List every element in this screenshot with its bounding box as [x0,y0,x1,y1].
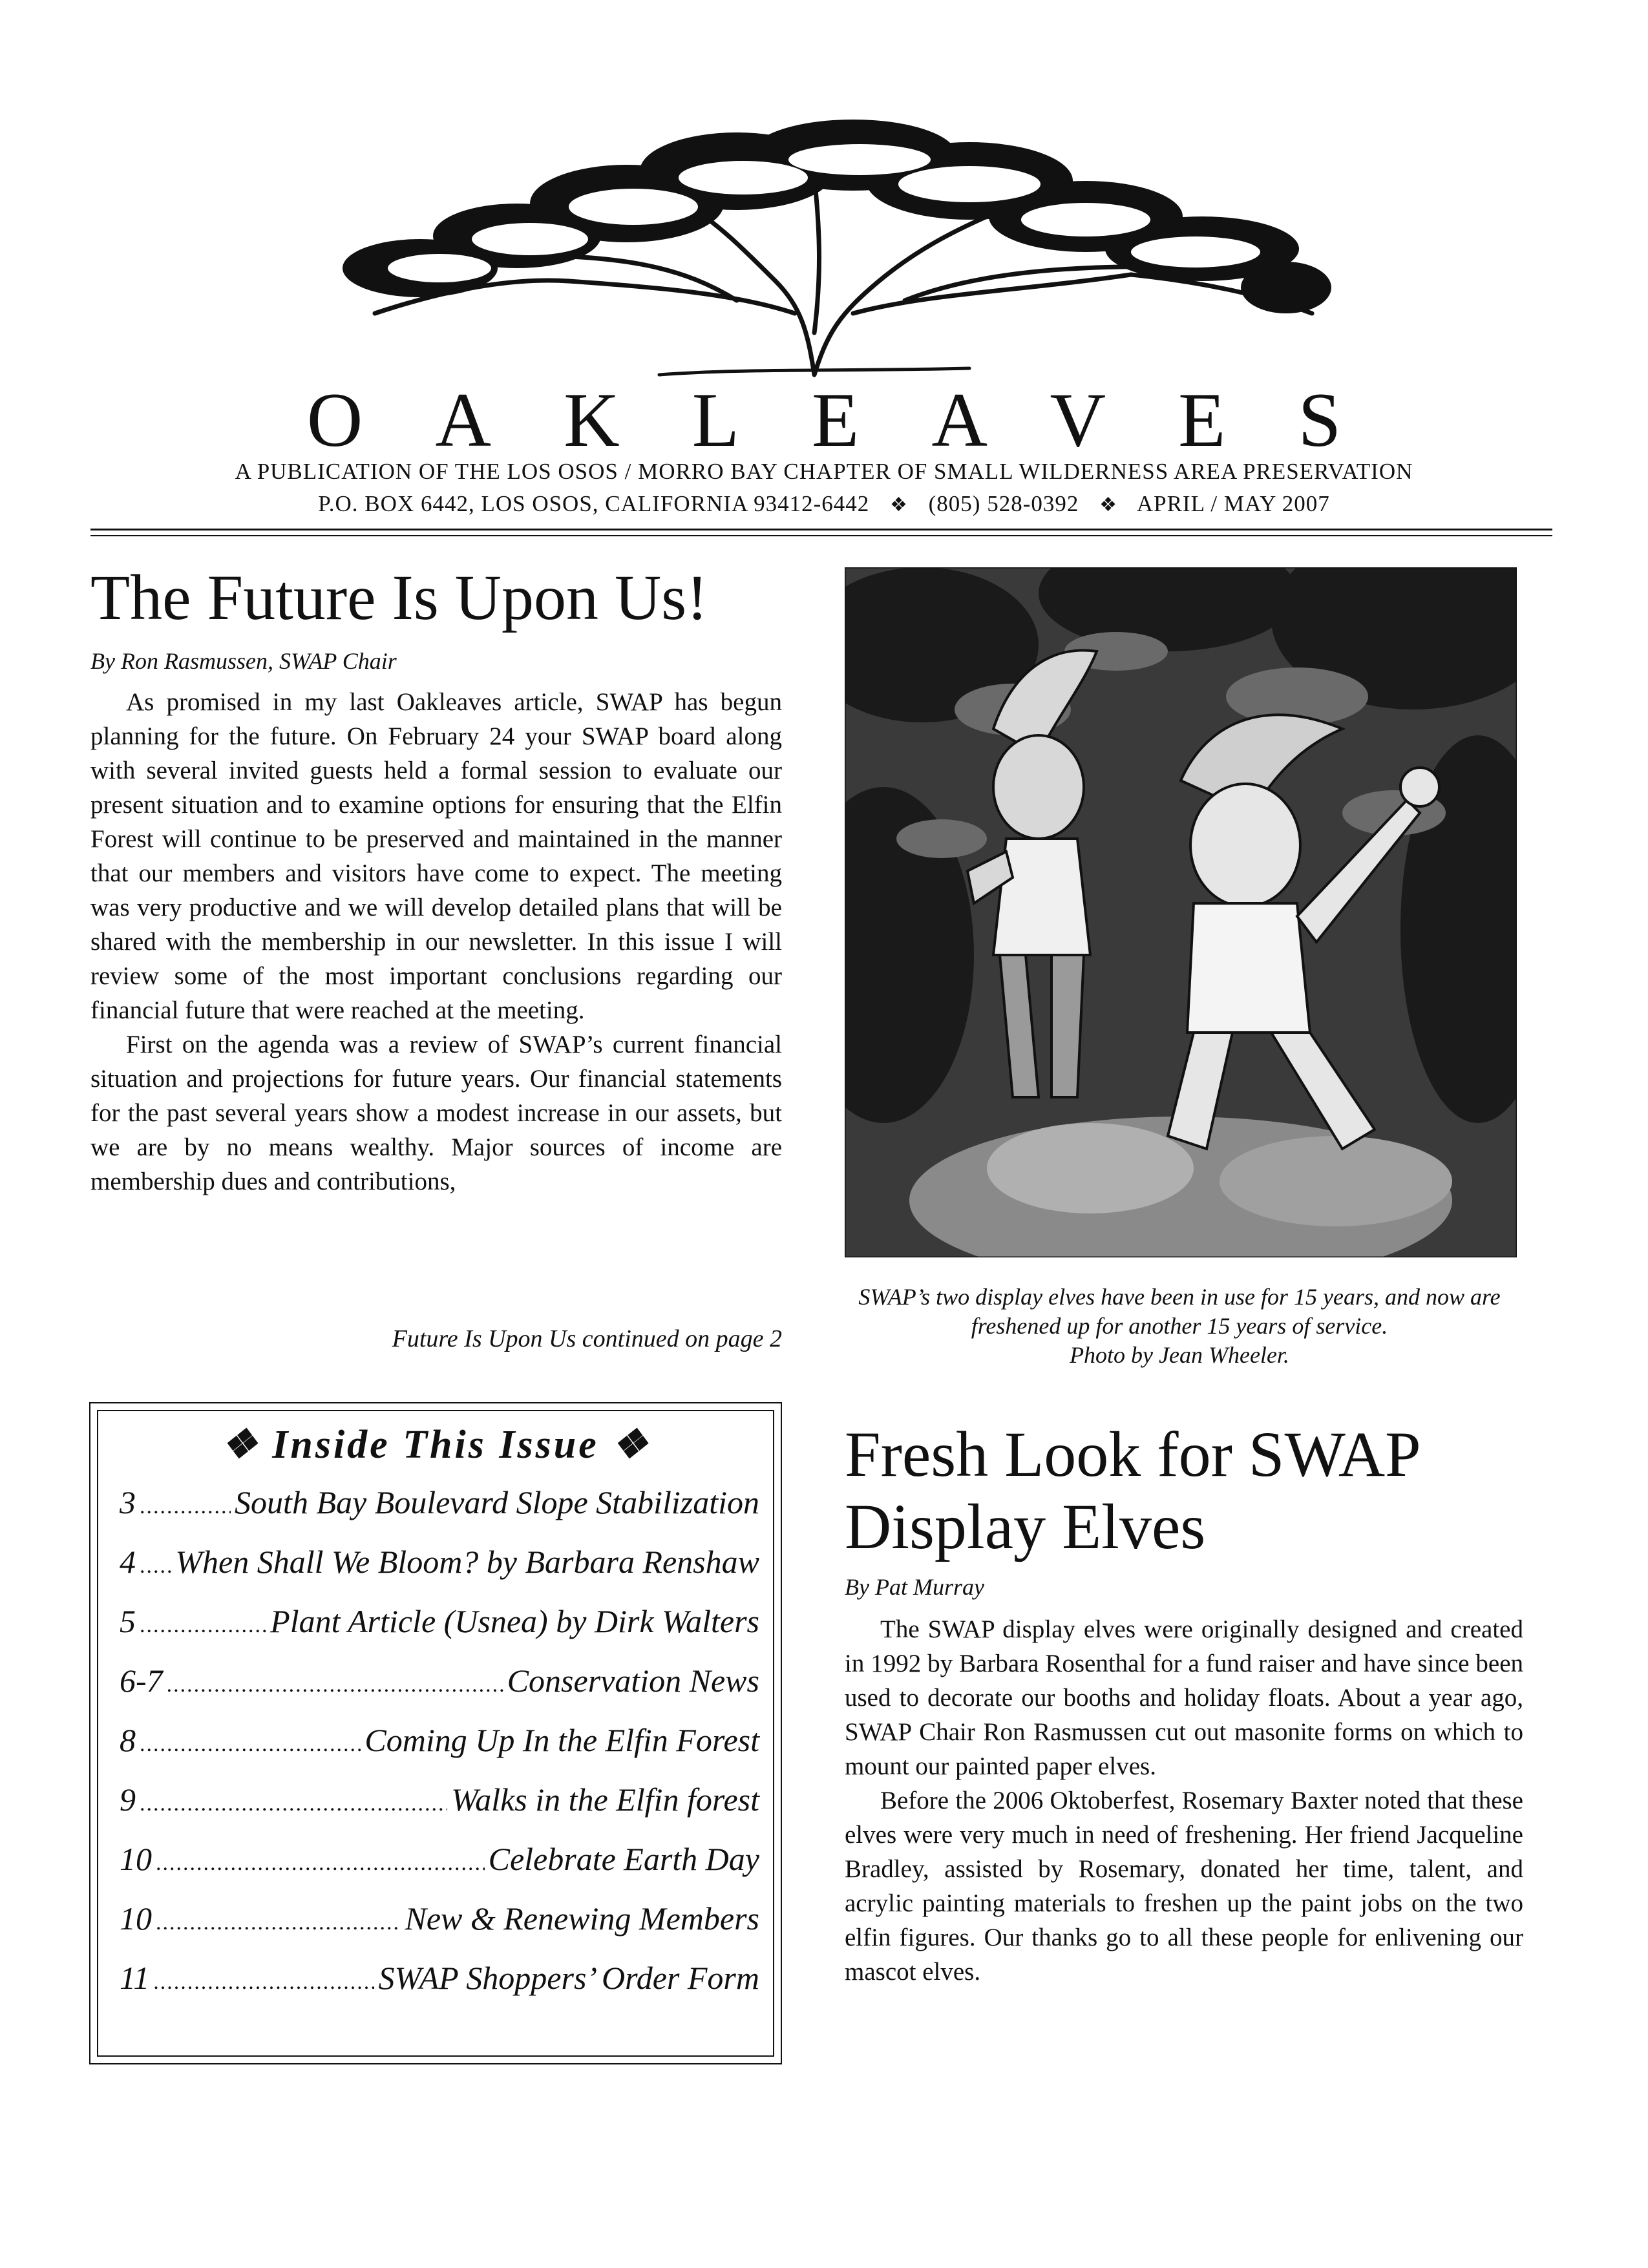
second-article-body [845,1612,1523,1989]
lead-article-paragraph: As promised in my last Oakleaves article, SWAP has begun planning for the future. On February 24 your SWAP board along with several invited guests held a formal session to evaluate our present situation and to examine options for ensuring that the Elfin Forest will continue to be preserved and maintained in the manner that our members and visitors have come to expect. The meeting was very productive and we will develop detailed plans that will be shared with the membership in our newsletter. In this issue I will review some of the most important conclusions regarding our financial future that were reached at the meeting. [90,688,782,1024]
toc-item [120,1486,759,1538]
toc-page: 11 [120,1960,150,1996]
separator-icon: ❖ [889,494,908,516]
lead-article-headline: The Future Is Upon Us! [90,562,708,633]
masthead-rule [90,529,1552,530]
lead-article-paragraph: First on the agenda was a review of SWAP’s current financial situation and projections for future years. Our financial statements for the past several years show a modest increase in our assets, but we are by no means wealthy. Major sources of income are membership dues and contributions, [90,1031,782,1195]
toc-title: Celebrate Earth Day [488,1841,759,1877]
toc-item [120,1902,759,1954]
toc-item [120,1664,759,1716]
toc-leader [167,1664,503,1697]
toc-page: 3 [120,1484,136,1520]
second-article-paragraph: Before the 2006 Oktoberfest, Rosemary Baxter noted that these elves were very much in need of freshening. Her friend Jacqueline Bradley, assisted by Rosemary, donated her time, talent, and acrylic painting materials to freshen up the paint jobs on the two elfin figures. Our thanks go to all these people for enlivening our mascot elves. [845,1787,1523,1986]
second-article-paragraph: The SWAP display elves were originally designed and created in 1992 by Barbara Rosenthal for a fund raiser and have since been used to decorate our booths and holiday floats. About a year ago, SWAP Chair Ron Rasmussen cut out masonite forms on which to mount our painted paper elves. [845,1615,1523,1780]
inside-issue-heading: ❖ Inside This Issue ❖ [221,1423,650,1467]
toc-leader [140,1783,447,1816]
toc-title: Walks in the Elfin forest [451,1781,759,1818]
masthead-phone: (805) 528-0392 [928,491,1079,516]
toc-item [120,1546,759,1597]
masthead-address: P.O. BOX 6442, LOS OSOS, CALIFORNIA 93412-6442 [318,491,870,516]
oak-tree-logo [323,120,1331,384]
toc-leader [153,1962,374,1994]
lead-article-byline: By Ron Rasmussen, SWAP Chair [90,648,397,674]
toc-title: South Bay Boulevard Slope Stabilization [235,1484,759,1520]
toc-page: 10 [120,1900,152,1937]
masthead-contact-line [0,492,1648,515]
photo-credit: Photo by Jean Wheeler. [1070,1342,1289,1368]
photo-caption [834,1283,1525,1370]
toc-title: Conservation News [507,1663,759,1699]
toc-title: Plant Article (Usnea) by Dirk Walters [270,1603,759,1639]
masthead-rule-thin [90,535,1552,536]
toc-item [120,1783,759,1835]
elves-photo [845,567,1517,1257]
toc-leader [156,1902,401,1935]
masthead-subtitle: A PUBLICATION OF THE LOS OSOS / MORRO BAY CHAPTER OF SMALL WILDERNESS AREA PRESERVATION [235,459,1413,484]
masthead-title: OAKLEAVES [306,377,1414,463]
toc-title: Coming Up In the Elfin Forest [364,1722,759,1758]
photo-caption-text: SWAP’s two display elves have been in use for 15 years, and now are freshened up for another 15 years of service. [858,1284,1501,1339]
toc-page: 5 [120,1603,136,1639]
second-article-byline: By Pat Murray [845,1574,984,1600]
toc-leader [140,1486,231,1518]
toc-leader [140,1546,171,1578]
separator-icon: ❖ [1099,494,1118,516]
toc-leader [140,1605,266,1637]
toc-item [120,1843,759,1895]
second-article-headline: Fresh Look for SWAP Display Elves [845,1418,1419,1562]
toc-page: 10 [120,1841,152,1877]
toc-leader [156,1843,485,1875]
toc-leader [140,1724,361,1756]
continued-on-page-note: Future Is Upon Us continued on page 2 [392,1325,782,1352]
toc-title: SWAP Shoppers’ Order Form [378,1960,759,1996]
toc-title: When Shall We Bloom? by Barbara Renshaw [175,1544,759,1580]
masthead-issue-date: APRIL / MAY 2007 [1136,491,1330,516]
toc-page: 8 [120,1722,136,1758]
toc-page: 6-7 [120,1663,163,1699]
toc-title: New & Renewing Members [405,1900,759,1937]
toc-page: 4 [120,1544,136,1580]
toc-item [120,1724,759,1776]
toc-item [120,1962,759,2013]
lead-article-body [90,685,782,1199]
toc-item [120,1605,759,1657]
toc-page: 9 [120,1781,136,1818]
